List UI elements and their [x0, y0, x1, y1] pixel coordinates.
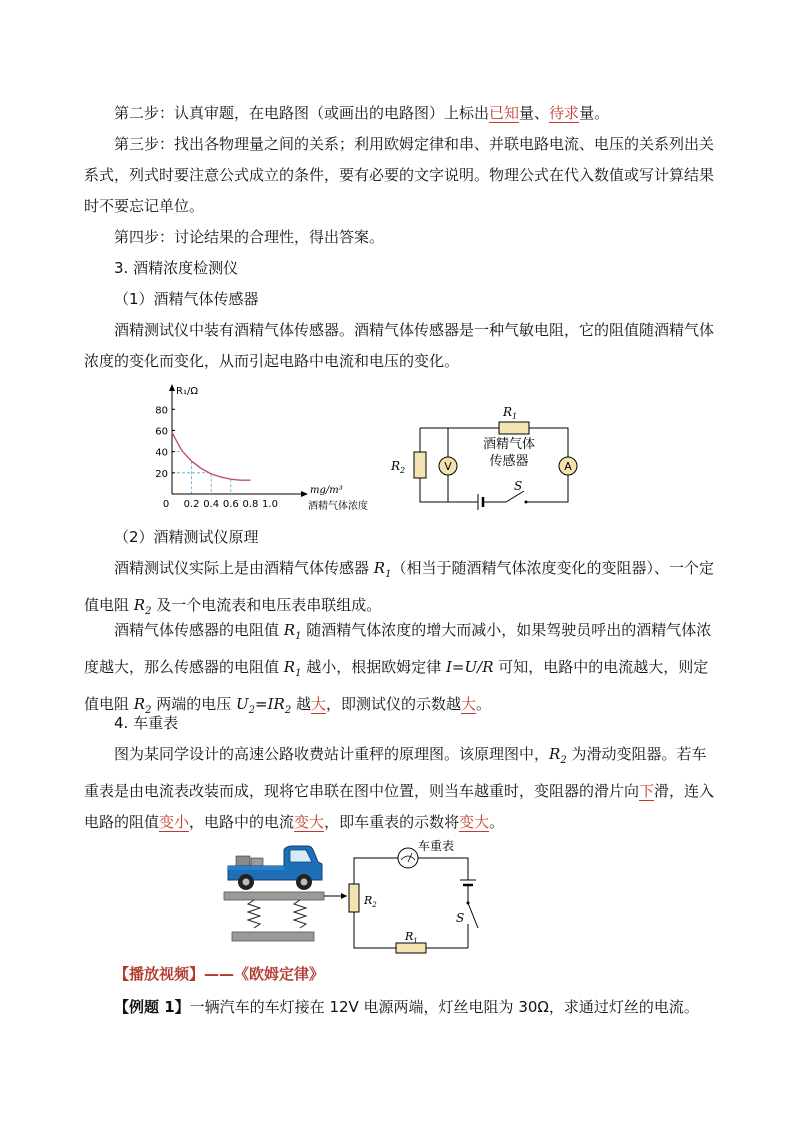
step3-paragraph: 第三步：找出各物理量之间的关系；利用欧姆定律和串、并联电路电流、电压的关系列出关系式，列式时要注意公式成立的条件，要有必要的文字说明。物理公式在代入数值或写计算结果时不要忘记单位。 [84, 135, 715, 215]
truck-scale-diagram [222, 836, 512, 962]
r2-label: $R_2$ [364, 894, 377, 909]
y-tick-label: 80 [155, 405, 168, 417]
y-tick-label: 60 [155, 426, 168, 438]
example-text: 一辆汽车的车灯接在 12V 电源两端，灯丝电阻为 30Ω，求通过灯丝的电流。 [189, 998, 699, 1016]
subsection-2-heading: （2）酒精测试仪原理 [114, 528, 259, 546]
video-dash: —— [204, 965, 235, 983]
step2-text-c: 量。 [579, 104, 610, 122]
example-label: 【例题 1】 [114, 998, 190, 1016]
x-tick-label: 0 [162, 499, 170, 510]
x-tick-label: 0.8 [242, 499, 259, 510]
scale-base [232, 932, 314, 941]
x-tick-label: 0.6 [222, 499, 239, 510]
answer-2: 大 [461, 695, 477, 713]
rheostat-r2 [349, 884, 359, 912]
voltmeter-symbol: V [444, 460, 452, 473]
scale-paragraph: 图为某同学设计的高速公路收费站计重秤的原理图。该原理图中，$R_2$ 为滑动变阻器。若车重表是由电流表改装而成，现将它串联在图中位置，则当车越重时，变阻器的滑片向下滑，连入电路的阻值变小，电路中的电流变大，即车重表的示数将变大。 [84, 745, 715, 831]
weight-meter-icon [398, 848, 418, 868]
x-axis-caption: 酒精气体浓度 [308, 501, 368, 512]
switch-label: S [456, 911, 465, 925]
x-tick-label: 1.0 [262, 499, 278, 510]
sensor-paragraph: 酒精测试仪中装有酒精气体传感器。酒精气体传感器是一种气敏电阻，它的阻值随酒精气体浓度的变化而变化，从而引起电路中电流和电压的变化。 [84, 321, 715, 370]
r2-label: $R_2$ [391, 459, 406, 475]
r1-label: $R_1$ [503, 405, 518, 421]
spring-right-icon [294, 900, 306, 928]
resistor-r2 [414, 452, 426, 478]
y-tick-label: 20 [155, 468, 168, 480]
switch-label: S [514, 479, 523, 493]
answer-reading: 变大 [459, 813, 490, 831]
step2-text-b: 量、 [519, 104, 550, 122]
reasoning-paragraph: 酒精气体传感器的电阻值 $R_1$ 随酒精气体浓度的增大而减小，如果驾驶员呼出的酒精气体浓度越大，那么传感器的电阻值 $R_1$ 越小，根据欧姆定律 I=U/R 可知，电路中的电流越大，则定值电阻 $R_2$ 两端的电压 $U_2=IR_2$ 越大，即测试仪的示数越大。 [84, 621, 712, 716]
step2-text: 第二步：认真审题，在电路图（或画出的电路图）上标出 [114, 104, 490, 122]
principle-paragraph: 酒精测试仪实际上是由酒精气体传感器 $R_1$（相当于随酒精气体浓度变化的变阻器）、一个定值电阻 $R_2$ 及一个电流表和电压表串联组成。 [84, 559, 714, 617]
scale-platform [224, 892, 324, 900]
answer-1: 大 [311, 695, 327, 713]
video-line [114, 959, 746, 990]
answer-current: 变大 [294, 813, 325, 831]
answer-direction: 下 [639, 782, 655, 800]
battery-icon [460, 880, 476, 902]
switch-icon [467, 902, 479, 949]
resistor-r1 [499, 422, 529, 434]
section-3-heading: 3. 酒精浓度检测仪 [114, 259, 239, 277]
sensor-label-line1: 酒精气体 [482, 437, 536, 452]
known-quantity: 已知 [489, 104, 520, 122]
y-axis-label: R₁/Ω [176, 386, 198, 397]
step4-paragraph: 第四步：讨论结果的合理性，得出答案。 [114, 228, 385, 246]
subsection-1-heading: （1）酒精气体传感器 [114, 290, 259, 308]
video-label: 【播放视频】 [114, 965, 205, 983]
step2-paragraph [84, 98, 716, 129]
y-tick-label: 40 [155, 447, 168, 459]
unknown-quantity: 待求 [549, 104, 580, 122]
spring-left-icon [248, 900, 260, 928]
answer-resistance: 变小 [159, 813, 190, 831]
sensor-label-line2: 传感器 [489, 454, 529, 469]
resistance-concentration-graph [148, 380, 388, 515]
weight-meter-label: 车重表 [418, 839, 455, 853]
truck-icon [228, 846, 322, 890]
ammeter-symbol: A [564, 460, 572, 473]
example-line [114, 992, 746, 1023]
r1-label: $R_1$ [405, 930, 418, 945]
x-tick-label: 0.4 [203, 499, 220, 510]
resistor-r1 [396, 943, 426, 953]
breathalyzer-circuit [390, 398, 590, 514]
video-title[interactable]: 《欧姆定律》 [234, 965, 325, 983]
x-tick-label: 0.2 [183, 499, 200, 510]
section-4-heading: 4. 车重表 [114, 714, 179, 732]
slider-arrow-icon [341, 893, 347, 899]
battery-icon [478, 494, 506, 510]
x-axis-unit: mg/m³ [310, 485, 343, 496]
